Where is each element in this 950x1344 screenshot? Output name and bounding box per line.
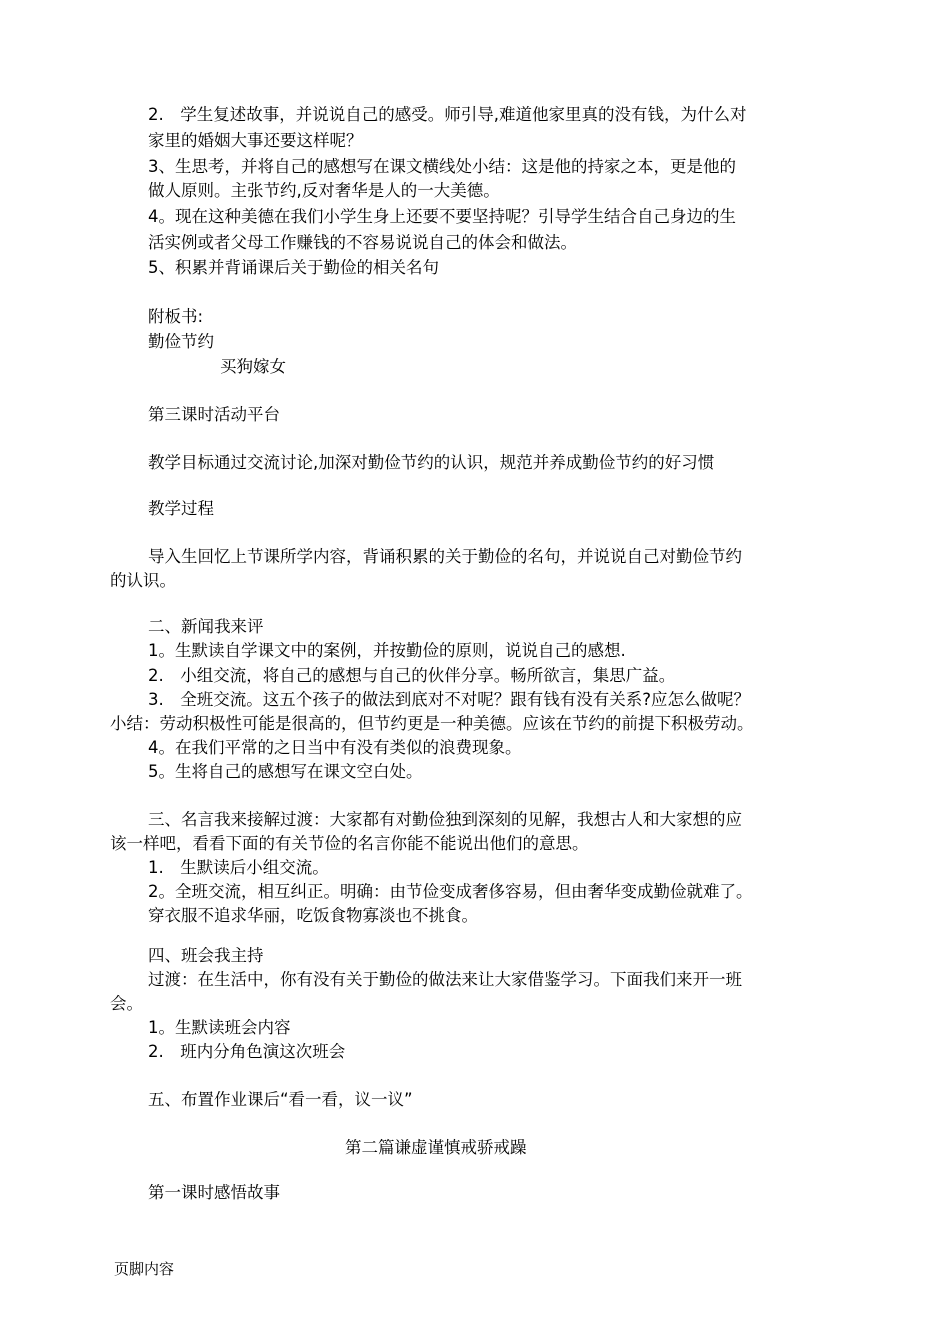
text-line: 导入生回忆上节课所学内容，背诵积累的关于勤俭的名句，并说说自己对勤俭节约	[148, 547, 742, 566]
page-footer: 页脚内容	[114, 1260, 175, 1278]
section-heading: 二、新闻我来评	[148, 617, 264, 636]
board-label: 附板书:	[148, 307, 204, 326]
text-line: 穿衣服不追求华丽，吃饭食物寡淡也不挑食。	[148, 906, 478, 925]
section-heading: 四、班会我主持	[148, 946, 264, 965]
text-line: 做人原则。主张节约,反对奢华是人的一大美德。	[148, 181, 500, 200]
text-line: 活实例或者父母工作赚钱的不容易说说自己的体会和做法。	[148, 233, 577, 252]
text-line: 2。全班交流，相互纠正。明确：由节俭变成奢侈容易，但由奢华变成勤俭就难了。	[148, 882, 753, 901]
text-line: 1。生默读班会内容	[148, 1018, 291, 1037]
text-line: 三、名言我来接解过渡：大家都有对勤俭独到深刻的见解，我想古人和大家想的应	[148, 810, 742, 829]
text-line: 1. 生默读后小组交流。	[148, 858, 329, 877]
chapter-title: 第二篇谦虚谨慎戒骄戒躁	[345, 1138, 527, 1157]
board-title: 勤俭节约	[148, 332, 214, 351]
text-line: 教学目标通过交流讨论,加深对勤俭节约的认识，规范并养成勤俭节约的好习惯	[148, 453, 715, 472]
text-line: 会。	[110, 994, 143, 1013]
text-line: 家里的婚姻大事还要这样呢？	[148, 131, 363, 150]
text-line: 2. 小组交流，将自己的感想与自己的伙伴分享。畅所欲言，集思广益。	[148, 666, 676, 685]
text-line: 2. 班内分角色演这次班会	[148, 1042, 346, 1061]
text-line: 该一样吧，看看下面的有关节俭的名言你能不能说出他们的意思。	[110, 834, 589, 853]
text-line: 1。生默读自学课文中的案例，并按勤俭的原则，说说自己的感想.	[148, 641, 626, 660]
section-heading: 第一课时感悟故事	[148, 1183, 280, 1202]
board-subtitle: 买狗嫁女	[220, 357, 286, 376]
text-line: 3. 全班交流。这五个孩子的做法到底对不对呢？跟有钱有没有关系?应怎么做呢？	[148, 690, 751, 709]
text-line: 2. 学生复述故事，并说说自己的感受。师引导,难道他家里真的没有钱，为什么对	[148, 105, 747, 124]
section-heading: 教学过程	[148, 499, 214, 518]
text-line: 4。现在这种美德在我们小学生身上还要不要坚持呢？引导学生结合自己身边的生	[148, 207, 736, 226]
text-line: 4。在我们平常的之日当中有没有类似的浪费现象。	[148, 738, 522, 757]
text-line: 的认识。	[110, 571, 176, 590]
text-line: 过渡：在生活中，你有没有关于勤俭的做法来让大家借鉴学习。下面我们来开一班	[148, 970, 742, 989]
text-line: 5。生将自己的感想写在课文空白处。	[148, 762, 423, 781]
section-heading: 第三课时活动平台	[148, 405, 280, 424]
text-line: 3、生思考，并将自己的感想写在课文横线处小结：这是他的持家之本，更是他的	[148, 157, 736, 176]
section-heading: 五、布置作业课后“看一看，议一议”	[148, 1090, 413, 1109]
text-line: 小结：劳动积极性可能是很高的，但节约更是一种美德。应该在节约的前提下积极劳动。	[110, 714, 754, 733]
text-line: 5、积累并背诵课后关于勤俭的相关名句	[148, 258, 439, 277]
